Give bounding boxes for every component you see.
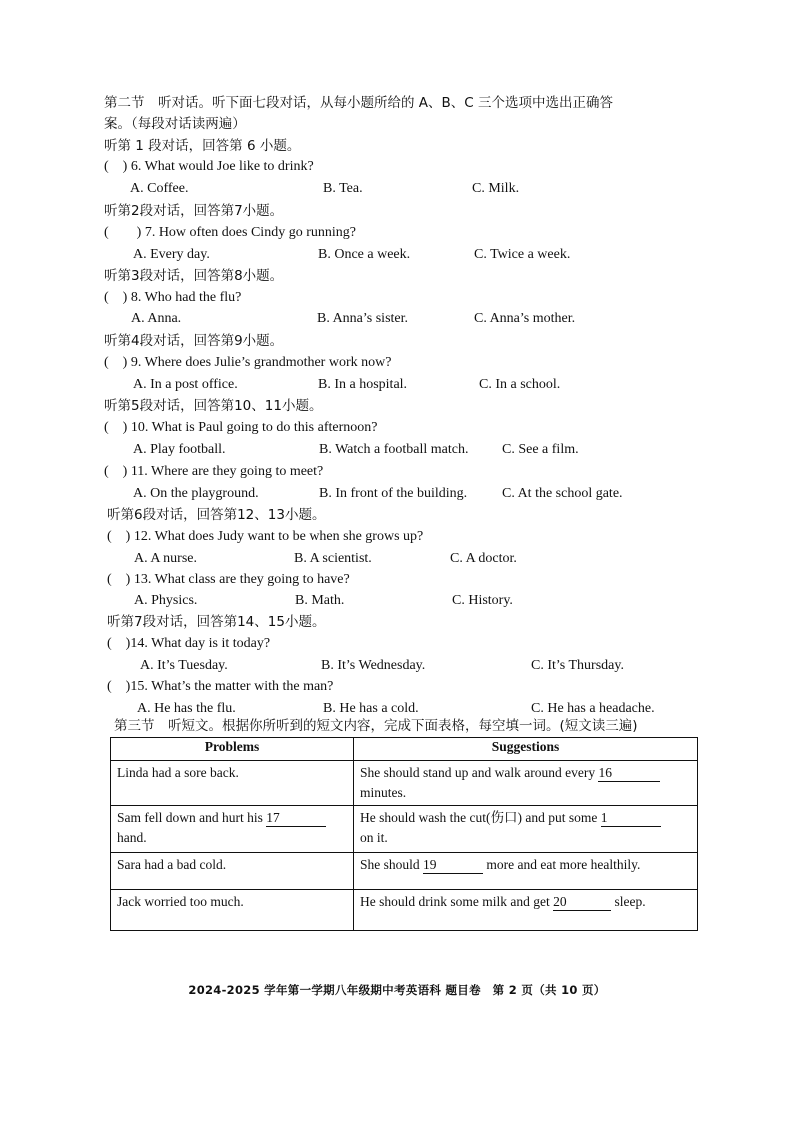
q13-option-c: C. History. [452, 593, 513, 608]
question-11: ( ) 11. Where are they going to meet? [104, 464, 324, 479]
suggestion-cell [354, 890, 698, 931]
dialogue-intro-5: 听第5段对话，回答第10、11小题。 [104, 398, 323, 414]
q9-option-c: C. In a school. [479, 377, 561, 392]
question-7: ( ) 7. How often does Cindy go running? [104, 225, 356, 240]
q14-option-b: B. It’s Wednesday. [321, 658, 426, 673]
q8-option-a: A. Anna. [131, 311, 182, 326]
question-13: ( ) 13. What class are they going to have? [107, 572, 350, 587]
q9-option-a: A. In a post office. [133, 377, 238, 392]
problem-text: Linda had a sore back. [117, 765, 239, 780]
q11-option-c: C. At the school gate. [502, 486, 623, 501]
suggestion-text: She should [360, 857, 424, 872]
q10-option-b: B. Watch a football match. [319, 442, 469, 457]
dialogue-intro-1: 听第 1 段对话，回答第 6 小题。 [104, 138, 301, 154]
answer-blank-20[interactable]: 20 [553, 894, 611, 911]
answer-blank-18[interactable]: 1 [601, 810, 661, 827]
dialogue-intro-4: 听第4段对话，回答第9小题。 [104, 333, 284, 349]
problem-text: Sam fell down and hurt his [117, 810, 267, 825]
dialogue-intro-6: 听第6段对话，回答第12、13小题。 [107, 507, 326, 523]
table-row [111, 761, 698, 806]
suggestion-cell [354, 806, 698, 853]
dialogue-intro-7: 听第7段对话，回答第14、15小题。 [107, 614, 326, 630]
question-8: ( ) 8. Who had the flu? [104, 290, 242, 305]
suggestion-cell [354, 761, 698, 806]
question-15: ( )15. What’s the matter with the man? [107, 679, 334, 694]
problem-cell [111, 890, 354, 931]
question-12: ( ) 12. What does Judy want to be when she grows up? [107, 529, 424, 544]
dialogue-intro-2: 听第2段对话，回答第7小题。 [104, 203, 284, 219]
q6-option-c: C. Milk. [472, 181, 520, 196]
q6-option-b: B. Tea. [323, 181, 363, 196]
suggestion-text: He should wash the cut(伤口) and put some [360, 810, 601, 825]
table-row [111, 853, 698, 890]
q7-option-c: C. Twice a week. [474, 247, 571, 262]
q13-option-a: A. Physics. [134, 593, 198, 608]
suggestion-text-after: minutes. [360, 785, 407, 800]
page-footer: 2024-2025 学年第一学期八年级期中考英语科 题目卷 第 2 页（共 10 页） [188, 983, 606, 997]
question-10: ( ) 10. What is Paul going to do this afternoon? [104, 420, 378, 435]
q14-option-a: A. It’s Tuesday. [140, 658, 228, 673]
q13-option-b: B. Math. [295, 593, 345, 608]
suggestion-text-after: on it. [360, 830, 388, 845]
question-9: ( ) 9. Where does Julie’s grandmother work now? [104, 355, 392, 370]
table-row [111, 806, 698, 853]
answer-blank-19[interactable]: 19 [423, 857, 483, 874]
problem-cell [111, 761, 354, 806]
q6-option-a: A. Coffee. [130, 181, 189, 196]
q15-option-a: A. He has the flu. [137, 701, 236, 716]
answer-blank-16[interactable]: 16 [598, 765, 660, 782]
q8-option-b: B. Anna’s sister. [317, 311, 409, 326]
problems-suggestions-table [110, 737, 698, 931]
q12-option-c: C. A doctor. [450, 551, 517, 566]
dialogue-intro-3: 听第3段对话，回答第8小题。 [104, 268, 284, 284]
suggestion-text-after: sleep. [611, 894, 646, 909]
suggestion-text: He should drink some milk and get [360, 894, 554, 909]
answer-blank-17[interactable]: 17 [266, 810, 326, 827]
suggestion-text: She should stand up and walk around every [360, 765, 599, 780]
q12-option-a: A. A nurse. [134, 551, 197, 566]
suggestion-text-after: more and eat more healthily. [483, 857, 641, 872]
q11-option-b: B. In front of the building. [319, 486, 468, 501]
q14-option-c: C. It’s Thursday. [531, 658, 624, 673]
section2-heading-line2: 案。（每段对话读两遍） [104, 116, 246, 132]
suggestion-cell [354, 853, 698, 890]
q15-option-c: C. He has a headache. [531, 701, 655, 716]
section2-heading-line1: 第二节 听对话。听下面七段对话，从每小题所给的 A、B、C 三个选项中选出正确答 [104, 95, 614, 111]
problem-text-after: hand. [117, 830, 147, 845]
problem-cell [111, 806, 354, 853]
problem-cell [111, 853, 354, 890]
q7-option-a: A. Every day. [133, 247, 210, 262]
q7-option-b: B. Once a week. [318, 247, 411, 262]
section3-heading: 第三节 听短文。根据你所听到的短文内容，完成下面表格，每空填一词。(短文读三遍) [114, 718, 638, 734]
problem-text: Jack worried too much. [117, 894, 244, 909]
q8-option-c: C. Anna’s mother. [474, 311, 576, 326]
q10-option-a: A. Play football. [133, 442, 226, 457]
q11-option-a: A. On the playground. [133, 486, 259, 501]
q9-option-b: B. In a hospital. [318, 377, 408, 392]
table-row [111, 890, 698, 931]
question-6: ( ) 6. What would Joe like to drink? [104, 159, 314, 174]
q12-option-b: B. A scientist. [294, 551, 372, 566]
header-suggestions: Suggestions [354, 738, 698, 761]
q10-option-c: C. See a film. [502, 442, 579, 457]
q15-option-b: B. He has a cold. [323, 701, 419, 716]
problem-text: Sara had a bad cold. [117, 857, 227, 872]
question-14: ( )14. What day is it today? [107, 636, 271, 651]
header-problems: Problems [111, 738, 354, 761]
